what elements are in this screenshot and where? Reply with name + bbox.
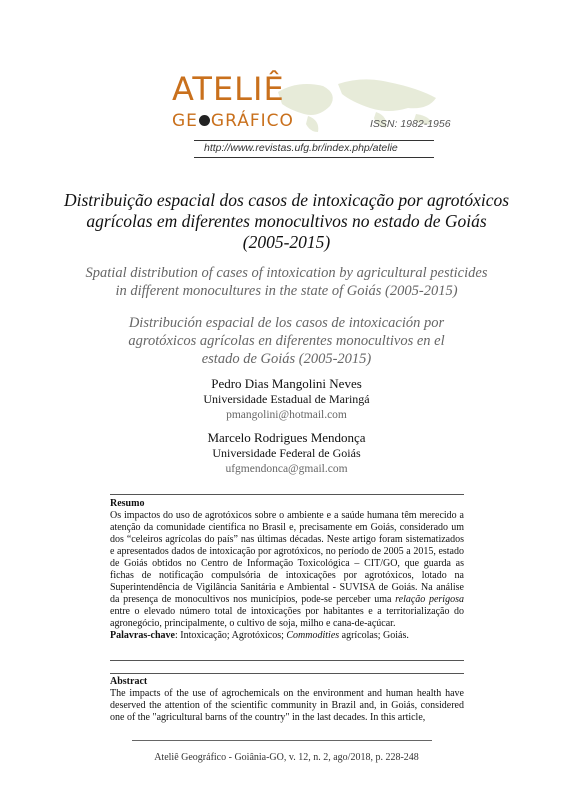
resumo-section <box>110 498 464 642</box>
journal-logo-line2 <box>172 111 294 131</box>
author-email[interactable]: pmangolini@hotmail.com <box>226 409 347 421</box>
resumo-rule-bottom <box>110 660 464 661</box>
author-block-2 <box>0 430 573 475</box>
resumo-text-a: Os impactos do uso de agrotóxicos sobre o ambiente e a saúde humana têm merecido a atenção da comunidade científica no Brasil e, precisamente em Goiás, considerado um dos “celeiros agrícolas do país” nas últimas décadas. Neste artigo foram sistematizados e apresentados dados de intoxicação por agrotóxicos, no período de 2005 a 2015, estado de Goiás obtidos no Centro de Informação Toxicológica – CIT/GO, que guarda as fichas de notificação compulsória de intoxicações por agrotóxicos, lotado na Superintendência de Vigilância Sanitária e Ambiental - SUVISA de Goiás. Na análise da presença de monocultivos nos municípios, pode-se perceber uma <box>110 510 464 605</box>
title-portuguese <box>0 190 573 253</box>
resumo-text <box>110 510 464 630</box>
author-email[interactable]: ufgmendonca@gmail.com <box>225 463 348 475</box>
title-spanish <box>0 314 573 368</box>
logo-line2-prefix: GE <box>172 111 198 131</box>
title-es-line2: agrotóxicos agrícolas en diferentes monocultivos en el <box>128 333 445 349</box>
keywords <box>110 630 464 642</box>
page-footer: Ateliê Geográfico - Goiânia-GO, v. 12, n. 2, ago/2018, p. 228-248 <box>154 752 419 763</box>
title-en-line1: Spatial distribution of cases of intoxication by agricultural pesticides <box>85 265 488 281</box>
title-english <box>0 264 573 300</box>
author-block-1 <box>0 376 573 421</box>
logo-line2-suffix: GRÁFICO <box>210 111 294 131</box>
abstract-text: The impacts of the use of agrochemicals on the environment and human health have deserved the attention of the scientific community in Brazil and, in Goiás, considered one of the "agricultural barns of the country" in the last decades. In this article, <box>110 688 464 723</box>
title-pt-line3: (2005-2015) <box>242 232 331 252</box>
keywords-emphasis: Commodities <box>286 630 340 641</box>
logo-globe-icon <box>199 115 210 126</box>
author-name: Pedro Dias Mangolini Neves <box>211 376 362 391</box>
issn: ISSN: 1982-1956 <box>370 118 451 130</box>
title-pt-line2: agrícolas em diferentes monocultivos no estado de Goiás <box>86 211 487 231</box>
author-name: Marcelo Rodrigues Mendonça <box>207 430 366 445</box>
keywords-label: Palavras-chave <box>110 630 175 641</box>
journal-url-link[interactable]: http://www.revistas.ufg.br/index.php/atelie <box>204 142 398 154</box>
abstract-section <box>110 676 464 724</box>
abstract-rule-top <box>110 673 464 674</box>
resumo-heading: Resumo <box>110 498 145 509</box>
resumo-text-b: entre o elevado número total de intoxicações por habitantes e a territorialização do agronegócio, principalmente, o cultivo de soja, milho e cana-de-açúcar. <box>110 606 464 629</box>
footer-rule <box>132 740 432 741</box>
header-rule-bottom <box>194 157 434 158</box>
author-institution: Universidade Federal de Goiás <box>212 446 361 460</box>
title-en-line2: in different monocultures in the state of Goiás (2005-2015) <box>115 283 458 299</box>
header-rule-top <box>194 140 434 141</box>
title-pt-line1: Distribuição espacial dos casos de intoxicação por agrotóxicos <box>63 190 510 210</box>
resumo-rule-top <box>110 494 464 495</box>
resumo-text-emphasis: relação perigosa <box>395 594 464 605</box>
keywords-b: agrícolas; Goiás. <box>339 630 409 641</box>
journal-logo-line1: ATELIÊ <box>172 70 285 108</box>
keywords-a: : Intoxicação; Agrotóxicos; <box>175 630 287 641</box>
title-es-line3: estado de Goiás (2005-2015) <box>201 351 372 367</box>
abstract-heading: Abstract <box>110 676 148 687</box>
title-es-line1: Distribución espacial de los casos de intoxicación por <box>128 315 445 331</box>
author-institution: Universidade Estadual de Maringá <box>203 392 370 406</box>
